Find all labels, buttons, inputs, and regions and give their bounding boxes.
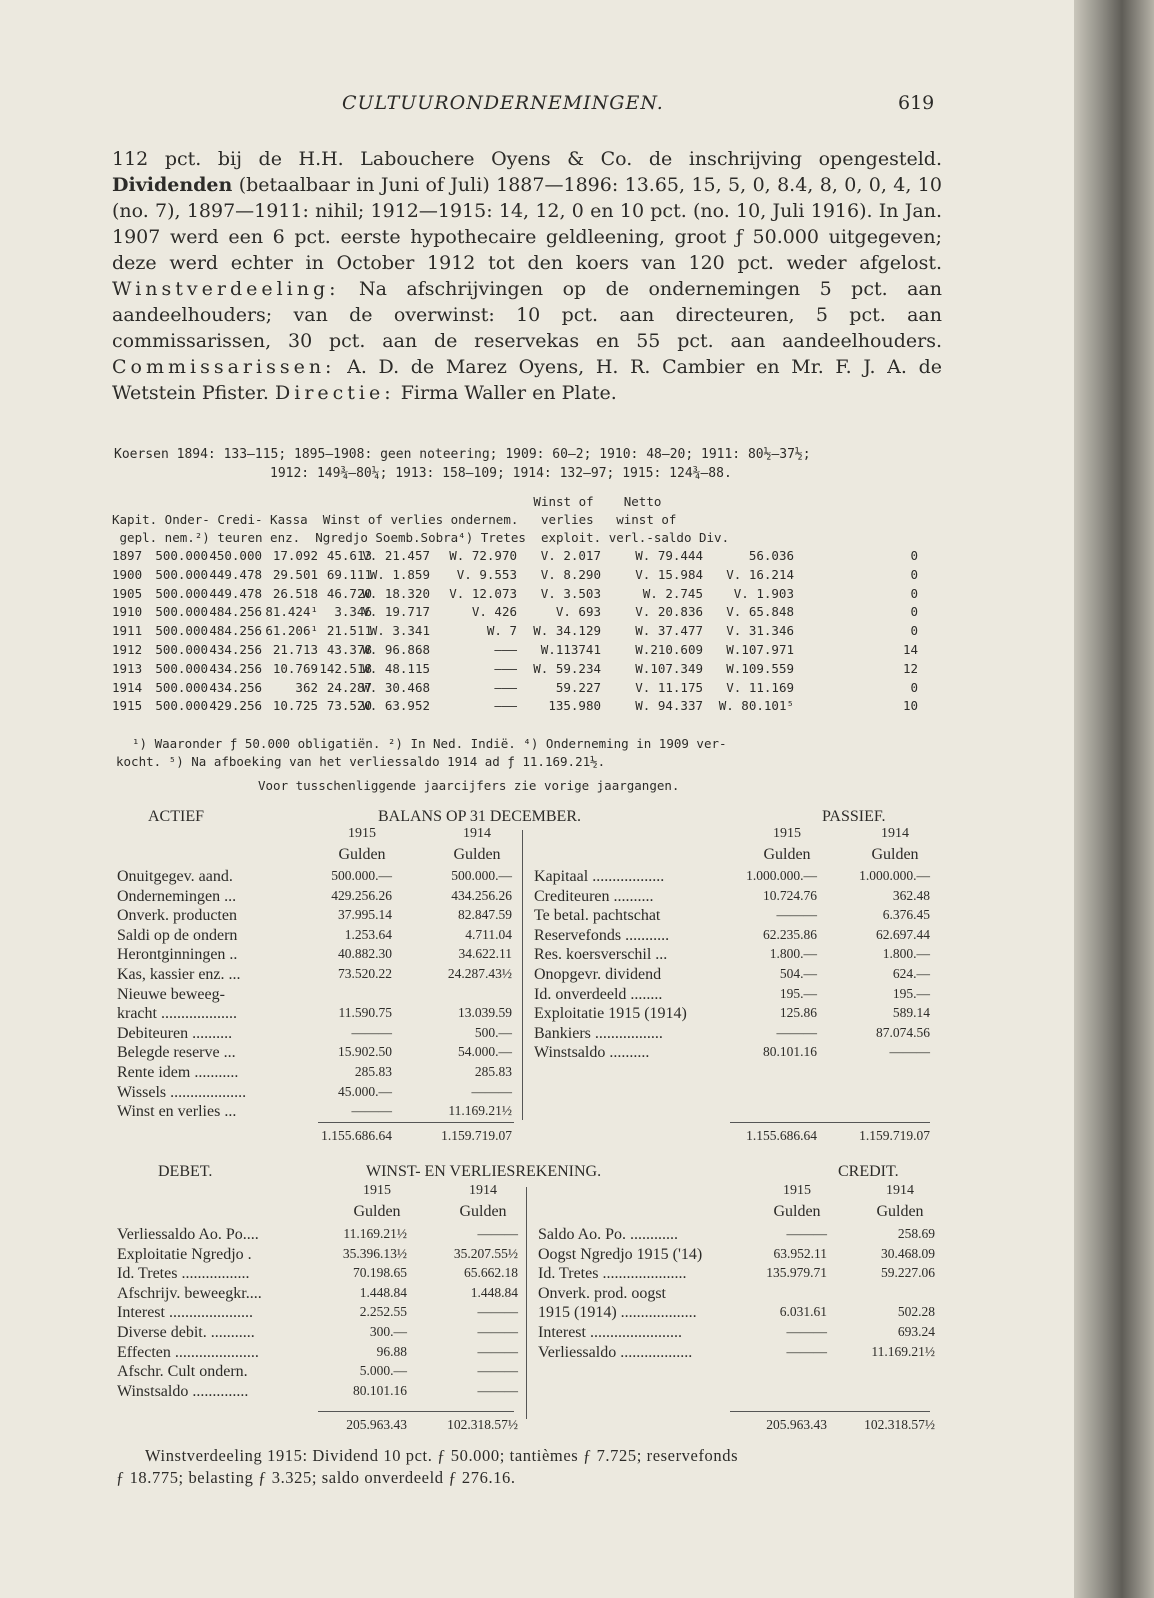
account-value: ——— [776, 907, 817, 923]
account-value: 500.000.— [331, 868, 392, 883]
account-value: 63.952.11 [773, 1245, 827, 1261]
results-cell: 484.256 [209, 604, 262, 620]
results-cell: 24.287 [326, 679, 372, 695]
account-label: Res. koersverschil ... [534, 946, 668, 964]
winstverdeeling-text: Na afschrijvingen op de ondernemingen 5 pct. aan aandeelhouders; van de overwinst: 10 pct. aan directeuren, 5 pct. aan commissarissen, 30 pct. aan de reservekas en 55 pct. aan aandeelhouders. [112, 278, 942, 352]
results-cell: 500.000 [155, 548, 208, 563]
column-year: 1914 [469, 1183, 497, 1198]
results-cell: W. 48.115 [362, 660, 430, 676]
dividenden-label: Dividenden [112, 174, 233, 196]
results-cell: 142.518 [319, 660, 372, 676]
results-header-row: Kapit. Onder- Credi- Kassa Winst of verlies ondernem. verlies winst of [112, 512, 677, 527]
running-header-title: CULTUURONDERNEMINGEN. [342, 92, 664, 114]
results-header-row: gepl. nem.²) teuren enz. Ngredjo Soemb.Sobra⁴) Tretes exploit. verl.-saldo Div. [112, 530, 730, 545]
account-value: 285.83 [354, 1064, 392, 1079]
account-label: Onuitgegev. aand. [117, 868, 233, 885]
account-value: ——— [477, 1304, 518, 1320]
results-cell: 46.720 [326, 585, 372, 601]
account-label: Rente idem ........... [117, 1064, 239, 1081]
total-value: 205.963.43 [766, 1417, 827, 1432]
account-label: Effecten ..................... [117, 1343, 259, 1361]
account-value: 15.902.50 [338, 1044, 392, 1060]
footnote-1: ¹) Waaronder ƒ 50.000 obligatiën. ²) In Ned. Indië. ⁴) Onderneming in 1909 ver- [132, 736, 727, 751]
results-cell: V. 65.848 [726, 604, 794, 620]
results-cell: 434.256 [209, 642, 262, 657]
results-cell: W. 30.468 [362, 679, 430, 695]
account-value: 62.235.86 [763, 926, 817, 942]
results-cell: 500.000 [155, 585, 208, 601]
results-cell: W.107.971 [726, 642, 794, 657]
column-year: 1915 [348, 826, 376, 841]
results-cell: V. 3.503 [540, 585, 601, 601]
account-label: Wissels ................... [117, 1083, 247, 1101]
account-value: 500.— [474, 1024, 512, 1040]
results-cell: W. 7 [486, 623, 517, 639]
results-cell: 500.000 [155, 623, 208, 639]
balans-right-title: PASSIEF. [822, 808, 886, 825]
winst-left-title: DEBET. [158, 1163, 213, 1180]
results-cell: 56.036 [748, 548, 794, 563]
account-label: Crediteuren .......... [534, 887, 654, 905]
account-value: 693.24 [897, 1324, 935, 1339]
total-rule [318, 1122, 514, 1123]
account-label: Winstsaldo .............. [117, 1382, 249, 1400]
account-label: 1915 (1914) ................... [538, 1304, 697, 1322]
column-year: 1914 [886, 1183, 914, 1198]
results-cell: 3.346 [334, 604, 372, 620]
results-cell: V. 20.836 [635, 604, 703, 620]
account-label: Kas, kassier enz. ... [117, 966, 241, 983]
account-value: 73.520.22 [338, 966, 392, 981]
account-value: 62.697.44 [876, 926, 930, 942]
account-label: Saldo Ao. Po. ............ [538, 1226, 679, 1243]
account-value: 125.86 [779, 1005, 817, 1021]
results-cell: V. 11.175 [635, 679, 703, 695]
results-cell: ——— [494, 698, 517, 714]
total-value: 1.159.719.07 [859, 1128, 930, 1143]
account-value: 80.101.16 [353, 1382, 407, 1398]
account-value: 70.198.65 [353, 1265, 407, 1281]
account-value: 195.— [892, 985, 930, 1001]
results-cell: 0 [910, 585, 918, 601]
account-value: 82.847.59 [458, 907, 512, 923]
account-value: 24.287.43½ [447, 966, 512, 981]
results-cell: 484.256 [209, 623, 262, 639]
results-cell: V. 426 [471, 604, 517, 620]
total-value: 1.155.686.64 [321, 1128, 392, 1143]
results-row-year: 1912 [112, 642, 143, 657]
commissarissen-label: Commissarissen: [112, 356, 336, 378]
account-label: Id. Tretes ................. [117, 1265, 250, 1283]
results-row-year: 1897 [112, 548, 143, 563]
results-cell: 43.378 [326, 642, 372, 657]
total-value: 205.963.43 [346, 1417, 407, 1432]
account-value: 135.979.71 [766, 1265, 827, 1281]
results-cell: V. 9.553 [456, 566, 517, 582]
results-cell: W. 18.320 [362, 585, 430, 601]
account-label: Nieuwe beweeg- [117, 985, 225, 1003]
results-cell: 17.092 [272, 548, 318, 563]
balans-title: BALANS OP 31 DECEMBER. [378, 808, 581, 825]
account-value: 65.662.18 [464, 1265, 518, 1281]
results-cell: 12 [902, 660, 918, 676]
results-cell: V. 1.903 [733, 585, 794, 601]
results-cell: V. 11.169 [726, 679, 794, 695]
total-value: 102.318.57½ [864, 1417, 935, 1432]
results-cell: 500.000 [155, 679, 208, 695]
account-value: ——— [477, 1324, 518, 1339]
account-value: 1.800.— [882, 946, 930, 962]
book-spine [1074, 0, 1154, 1598]
account-label: Reservefonds ........... [534, 926, 670, 944]
results-cell: 10 [902, 698, 918, 714]
winstverdeeling-label: Winstverdeeling: [112, 278, 340, 300]
results-cell: W.109.559 [726, 660, 794, 676]
results-row-year: 1914 [112, 679, 143, 695]
results-cell: W.113741 [540, 642, 601, 657]
winst-title: WINST- EN VERLIESREKENING. [366, 1163, 602, 1180]
results-cell: W. 94.337 [635, 698, 703, 714]
results-cell: W. 80.101⁵ [718, 698, 794, 714]
account-label: Afschrijv. beweegkr.... [117, 1284, 262, 1302]
account-value: 13.039.59 [458, 1005, 512, 1021]
results-header-row: Winst of Netto [112, 494, 662, 509]
results-cell: 29.501 [272, 566, 318, 582]
column-currency: Gulden [763, 846, 811, 863]
center-rule [526, 1187, 527, 1419]
results-cell: ——— [494, 660, 517, 676]
results-cell: 10.769 [272, 660, 318, 676]
account-label: Onverk. producten [117, 907, 237, 925]
account-label: Id. onverdeeld ........ [534, 985, 663, 1003]
results-cell: 73.520 [326, 698, 372, 714]
account-value: 35.207.55½ [453, 1245, 518, 1261]
commissarissen-text: A. D. de Marez Oyens, H. R. Cambier en Mr. F. J. A. de Wetstein Pfister. [112, 356, 942, 404]
results-cell: W. 37.477 [635, 623, 703, 639]
column-year: 1915 [773, 826, 801, 841]
results-cell: 500.000 [155, 566, 208, 582]
intro-paragraph [112, 146, 942, 406]
account-label: Ondernemingen ... [117, 887, 237, 905]
results-cell: W. 3.341 [369, 623, 430, 639]
column-year: 1915 [363, 1183, 391, 1198]
results-cell: W. 63.952 [362, 698, 430, 714]
results-cell: 135.980 [548, 698, 601, 714]
account-value: 300.— [369, 1324, 407, 1339]
account-value: ——— [889, 1044, 930, 1060]
results-cell: W. 34.129 [533, 623, 601, 639]
account-value: 502.28 [897, 1304, 935, 1320]
results-cell: W. 2.745 [642, 585, 703, 601]
results-cell: 500.000 [155, 698, 208, 714]
page-number: 619 [898, 92, 935, 114]
account-label: Afschr. Cult ondern. [117, 1363, 248, 1381]
account-value: 1.000.000.— [746, 868, 817, 883]
results-cell: 0 [910, 623, 918, 639]
results-cell: V. 15.984 [635, 566, 703, 582]
results-cell: V. 31.346 [726, 623, 794, 639]
results-cell: W. 1.859 [369, 566, 430, 582]
account-value: 11.590.75 [338, 1005, 392, 1021]
account-label: Onverk. prod. oogst [538, 1284, 666, 1302]
results-cell: 429.256 [209, 698, 262, 714]
closing-line-2: ƒ 18.775; belasting ƒ 3.325; saldo onverdeeld ƒ 276.16. [116, 1468, 516, 1487]
column-currency: Gulden [876, 1203, 924, 1220]
account-value: 59.227.06 [881, 1265, 935, 1281]
account-value: 5.000.— [359, 1363, 407, 1379]
results-cell: 500.000 [155, 642, 208, 657]
account-label: Kapitaal .................. [534, 868, 665, 885]
results-cell: V. 8.290 [540, 566, 601, 582]
account-value: 195.— [779, 985, 817, 1001]
account-label: Belegde reserve ... [117, 1044, 236, 1062]
account-value: ——— [351, 1103, 392, 1119]
account-value: 258.69 [897, 1226, 935, 1241]
account-value: 1.448.84 [359, 1284, 407, 1300]
results-cell: V. 693 [555, 604, 601, 620]
results-cell: 434.256 [209, 660, 262, 676]
results-cell: V. 16.214 [726, 566, 794, 582]
results-row-year: 1913 [112, 660, 143, 676]
results-row-year: 1910 [112, 604, 143, 620]
account-value: ——— [786, 1343, 827, 1359]
directie-label: Directie: [275, 382, 395, 404]
column-year: 1915 [783, 1183, 811, 1198]
account-value: ——— [786, 1324, 827, 1339]
account-label: Winstsaldo .......... [534, 1044, 650, 1062]
total-value: 102.318.57½ [447, 1417, 518, 1432]
account-label: Bankiers ................. [534, 1024, 663, 1042]
footnote-3: Voor tusschenliggende jaarcijfers zie vorige jaargangen. [258, 778, 680, 793]
center-rule [522, 830, 523, 1120]
account-value: 624.— [892, 966, 930, 981]
results-row-year: 1911 [112, 623, 143, 639]
account-value: 6.376.45 [882, 907, 930, 923]
account-label: Exploitatie 1915 (1914) [534, 1005, 687, 1023]
results-cell: V. 21.457 [362, 548, 430, 563]
dividenden-text: (betaalbaar in Juni of Juli) 1887—1896: 13.65, 15, 5, 0, 8.4, 8, 0, 0, 4, 10 (no. 7), 1897—1911: nihil; 1912—1915: 14, 12, 0 en 10 pct. (no. 10, Juli 1916). In Jan. 1907 werd een 6 pct. eerste hypothecaire geldleening, groot ƒ 50.000 uitgegeven; deze werd echter in October 1912 tot den koers van 120 pct. weder afgelost. [112, 174, 942, 274]
results-cell: 0 [910, 679, 918, 695]
account-value: 1.800.— [769, 946, 817, 962]
account-label: kracht ................... [117, 1005, 237, 1023]
account-value: 11.169.21½ [448, 1103, 512, 1119]
results-cell: V. 19.717 [362, 604, 430, 620]
results-row-year: 1900 [112, 566, 143, 582]
account-value: 35.396.13½ [342, 1245, 407, 1261]
column-year: 1914 [463, 826, 491, 841]
results-cell: W.210.609 [635, 642, 703, 657]
results-cell: W. 72.970 [449, 548, 517, 563]
account-value: 80.101.16 [763, 1044, 817, 1060]
account-label: Verliessaldo .................. [538, 1343, 693, 1361]
results-cell: 21.511 [326, 623, 372, 639]
account-value: ——— [351, 1024, 392, 1040]
results-cell: 434.256 [209, 679, 262, 695]
account-value: ——— [471, 1083, 512, 1099]
results-cell: ——— [494, 642, 517, 657]
account-label: Herontginningen .. [117, 946, 238, 964]
account-label: Exploitatie Ngredjo . [117, 1245, 252, 1263]
column-currency: Gulden [453, 846, 501, 863]
account-label: Saldi op de ondern [117, 926, 238, 944]
koersen-line-1: Koersen 1894: 133—115; 1895—1908: geen noteering; 1909: 60—2; 1910: 48—20; 1911: 80½—37½; [114, 447, 811, 462]
results-cell: W. 79.444 [635, 548, 703, 563]
footnote-2: kocht. ⁵) Na afboeking van het verliessaldo 1914 ad ƒ 11.169.21½. [116, 754, 606, 769]
account-value: 500.000.— [451, 868, 512, 883]
account-label: Onopgevr. dividend [534, 966, 662, 983]
column-currency: Gulden [871, 846, 919, 863]
closing-line-1: Winstverdeeling 1915: Dividend 10 pct. ƒ 50.000; tantièmes ƒ 7.725; reservefonds [145, 1446, 739, 1465]
account-value: 429.256.26 [331, 887, 392, 903]
account-value: 362.48 [892, 887, 930, 903]
results-cell: 69.111 [326, 566, 372, 582]
results-cell: W.107.349 [635, 660, 703, 676]
account-label: Diverse debit. ........... [117, 1324, 255, 1341]
total-value: 1.159.719.07 [441, 1128, 512, 1143]
account-value: 45.000.— [338, 1083, 392, 1099]
account-value: 11.169.21½ [871, 1343, 935, 1359]
results-cell: 14 [902, 642, 918, 657]
column-year: 1914 [881, 826, 909, 841]
total-rule [318, 1411, 514, 1412]
account-label: Id. Tretes ..................... [538, 1265, 687, 1283]
results-cell: 21.713 [272, 642, 318, 657]
account-value: 589.14 [892, 1005, 930, 1021]
account-value: 1.253.64 [344, 926, 392, 942]
account-value: ——— [477, 1226, 518, 1241]
account-value: ——— [477, 1343, 518, 1359]
account-value: 40.882.30 [338, 946, 392, 962]
results-cell: 0 [910, 566, 918, 582]
koersen-line-2: 1912: 149¾—80¼; 1913: 158—109; 1914: 132—97; 1915: 124¾—88. [270, 466, 732, 481]
account-label: Winst en verlies ... [117, 1103, 237, 1121]
account-value: 285.83 [474, 1064, 512, 1079]
account-label: Verliessaldo Ao. Po.... [117, 1226, 259, 1243]
account-value: 11.169.21½ [343, 1226, 407, 1241]
account-value: 4.711.04 [465, 926, 512, 942]
account-value: ——— [786, 1226, 827, 1241]
account-label: Interest ....................... [538, 1324, 682, 1341]
column-currency: Gulden [353, 1203, 401, 1220]
results-cell: 0 [910, 548, 918, 563]
directie-text: Firma Waller en Plate. [394, 382, 617, 404]
account-value: 1.000.000.— [859, 868, 930, 883]
account-value: 30.468.09 [881, 1245, 935, 1261]
total-value: 1.155.686.64 [746, 1128, 817, 1143]
intro-line: 112 pct. bij de H.H. Labouchere Oyens & Co. de inschrijving opengesteld. [112, 148, 942, 170]
results-cell: 26.518 [272, 585, 318, 601]
results-cell: V. 12.073 [449, 585, 517, 601]
account-value: 10.724.76 [763, 887, 817, 903]
results-cell: W. 96.868 [362, 642, 430, 657]
account-value: 37.995.14 [338, 907, 392, 923]
results-cell: 500.000 [155, 604, 208, 620]
results-cell: 449.478 [209, 566, 262, 582]
account-value: ——— [776, 1024, 817, 1040]
balans-left-title: ACTIEF [148, 808, 204, 825]
column-currency: Gulden [338, 846, 386, 863]
account-label: Interest ..................... [117, 1304, 253, 1322]
results-cell: 0 [910, 604, 918, 620]
results-cell: 45.613 [326, 548, 372, 563]
account-value: ——— [477, 1363, 518, 1379]
account-label: Debiteuren .......... [117, 1024, 233, 1042]
account-value: 2.252.55 [359, 1304, 407, 1320]
account-label: Te betal. pachtschat [534, 907, 661, 925]
account-value: 434.256.26 [451, 887, 512, 903]
account-value: 504.— [779, 966, 817, 981]
account-label: Oogst Ngredjo 1915 ('14) [538, 1245, 703, 1263]
results-cell: V. 2.017 [540, 548, 601, 563]
column-currency: Gulden [459, 1203, 507, 1220]
account-value: 1.448.84 [470, 1284, 518, 1300]
account-value: 6.031.61 [779, 1304, 827, 1320]
column-currency: Gulden [773, 1203, 821, 1220]
total-rule [730, 1122, 930, 1123]
results-cell: 81.424¹ [265, 604, 318, 620]
results-cell: 450.000 [209, 548, 262, 563]
results-cell: 362 [295, 679, 318, 695]
account-value: 96.88 [376, 1343, 407, 1359]
results-cell: 61.206¹ [265, 623, 318, 639]
results-cell: 10.725 [272, 698, 318, 714]
results-cell: 59.227 [555, 679, 601, 695]
account-value: 87.074.56 [876, 1024, 930, 1040]
results-cell: W. 59.234 [533, 660, 601, 676]
account-value: ——— [477, 1382, 518, 1398]
results-row-year: 1915 [112, 698, 143, 714]
account-value: 54.000.— [458, 1044, 512, 1060]
results-cell: ——— [494, 679, 517, 695]
results-cell: 500.000 [155, 660, 208, 676]
results-row-year: 1905 [112, 585, 143, 601]
winst-right-title: CREDIT. [838, 1163, 899, 1180]
account-value: 34.622.11 [458, 946, 512, 962]
results-cell: 449.478 [209, 585, 262, 601]
total-rule [730, 1411, 930, 1412]
